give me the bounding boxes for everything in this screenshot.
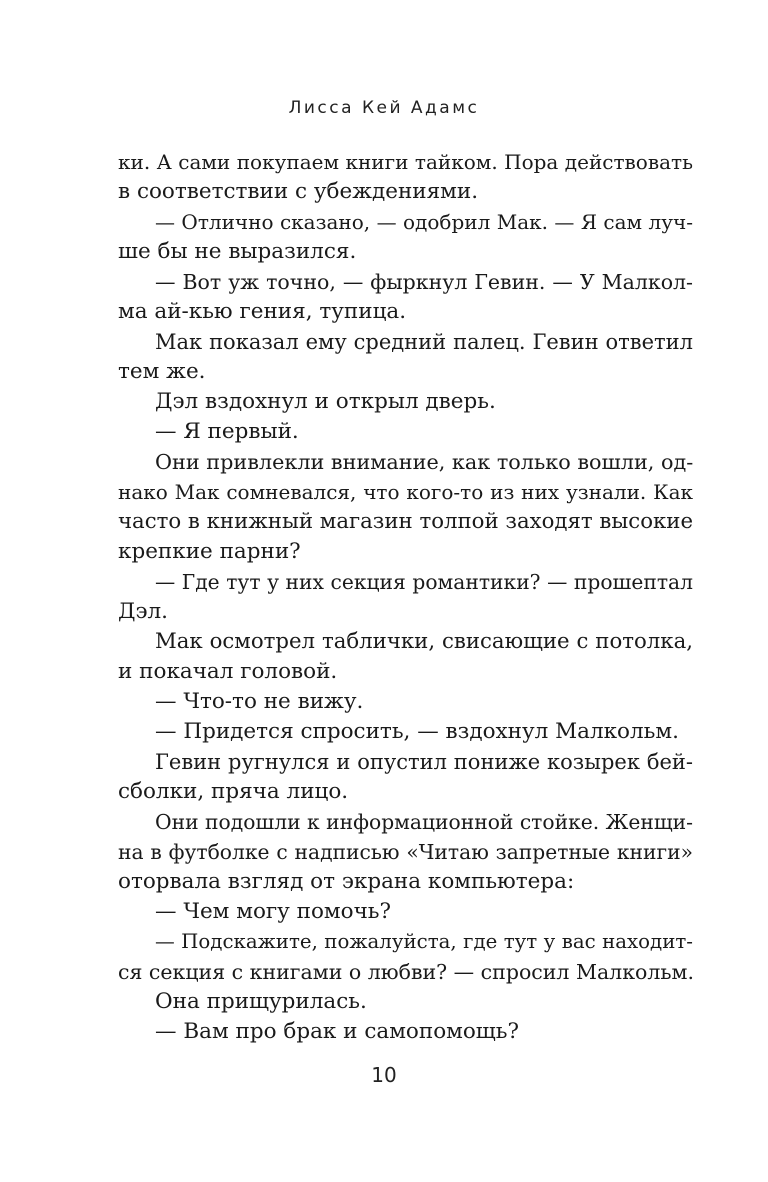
text-line: ся секция с книгами о любви? — спросил Малкольм. (118, 960, 695, 984)
text-line: — Что-то не вижу. (155, 689, 364, 714)
text-line: Гевин ругнулся и опустил пониже козырек бей- (155, 750, 693, 774)
text-line: оторвала взгляд от экрана компьютера: (118, 869, 575, 894)
text-line: Она прищурилась. (155, 989, 367, 1014)
text-line: ше бы не выразился. (118, 239, 357, 264)
page-number: 10 (371, 1063, 397, 1087)
text-line: — Чем могу помочь? (155, 899, 392, 924)
text-line: ма ай-кью гения, тупица. (118, 299, 407, 324)
text-line: ки. А сами покупаем книги тайком. Пора действовать (118, 150, 693, 174)
text-line: — Где тут у них секция романтики? — прошептал (155, 570, 693, 594)
text-line: сболки, пряча лицо. (118, 779, 349, 804)
text-line: Мак показал ему средний палец. Гевин ответил (155, 330, 693, 354)
text-line: — Я первый. (155, 419, 299, 444)
text-line: Дэл. (118, 599, 169, 624)
text-line: тем же. (118, 359, 206, 384)
text-line: — Вам про брак и самопомощь? (155, 1019, 520, 1044)
text-line: Мак осмотрел таблички, свисающие с потолка, (155, 629, 693, 654)
text-line: крепкие парни? (118, 539, 301, 564)
text-line: в соответствии с убеждениями. (118, 179, 479, 204)
text-line: — Подскажите, пожалуйста, где тут у вас находит- (155, 930, 693, 953)
text-line: Они привлекли внимание, как только вошли, од- (155, 450, 694, 474)
text-line: — Придется спросить, — вздохнул Малкольм. (155, 719, 679, 744)
running-header: Лисса Кей Адамс (288, 98, 480, 118)
text-line: Они подошли к информационной стойке. Женщи- (155, 810, 693, 834)
text-line: Дэл вздохнул и открыл дверь. (155, 389, 496, 414)
text-line: и покачал головой. (118, 659, 338, 684)
body-text (118, 147, 693, 1047)
text-line: — Вот уж точно, — фыркнул Гевин. — У Малкол- (155, 270, 693, 294)
text-line: — Отлично сказано, — одобрил Мак. — Я сам луч- (155, 210, 693, 234)
text-line: нако Мак сомневался, что кого-то из них узнали. Как (118, 480, 693, 504)
text-line: на в футболке с надписью «Читаю запретные книги» (118, 840, 693, 864)
text-line: часто в книжный магазин толпой заходят высокие (118, 509, 694, 534)
